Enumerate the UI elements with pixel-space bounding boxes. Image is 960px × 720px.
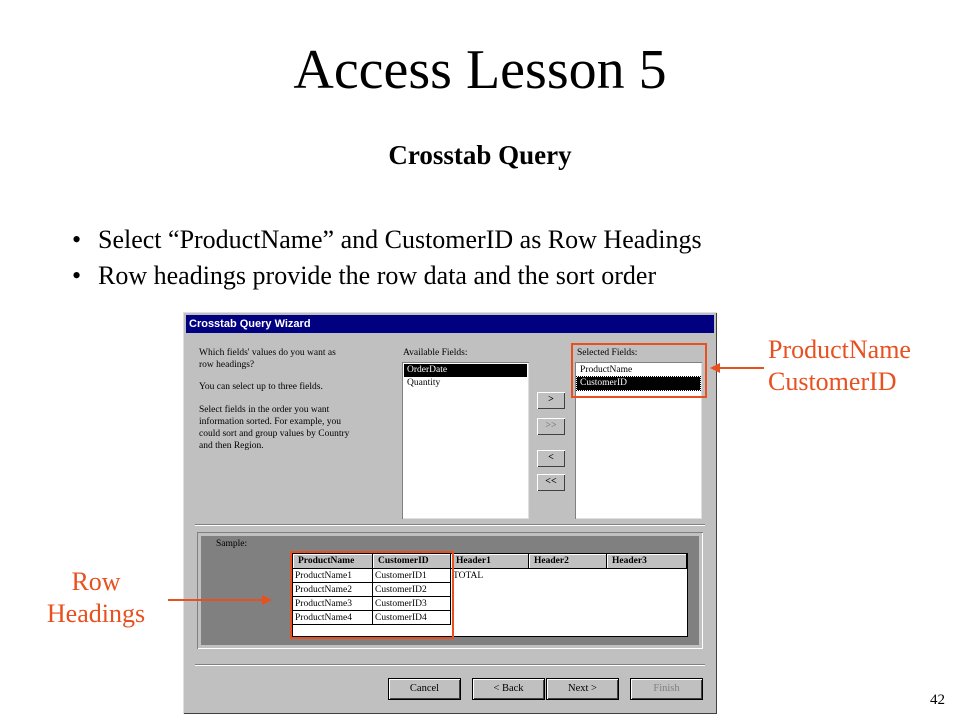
bullet-item: • Select “ProductName” and CustomerID as Row Headings [70,222,702,258]
instruction-text: could sort and group values by Country [199,429,350,439]
list-item[interactable]: OrderDate [404,364,527,377]
callout-text: Row [71,567,121,596]
back-button[interactable]: < Back [473,679,544,699]
grid-header: Header1 [451,554,529,569]
arrow-row-headings-icon [168,595,272,605]
callout-text: ProductName [768,335,911,364]
list-item[interactable]: ProductName [580,365,633,375]
list-item[interactable]: CustomerID [577,377,700,390]
grid-header: CustomerID [373,554,451,569]
grid-cell: ProductName3 [293,597,373,611]
selected-fields-label: Selected Fields: [577,348,638,358]
instruction-text: information sorted. For example, you [199,417,341,427]
grid-cell: CustomerID4 [373,611,451,625]
next-button[interactable]: Next > [547,679,618,699]
sample-label: Sample: [216,539,248,549]
remove-all-fields-button[interactable]: << [537,474,565,491]
add-all-fields-button[interactable]: >> [537,418,565,435]
cancel-button[interactable]: Cancel [389,679,460,699]
grid-header: Header2 [529,554,607,569]
slide-subtitle: Crosstab Query [388,140,572,170]
grid-header: ProductName [293,554,373,569]
remove-field-button[interactable]: < [537,450,565,467]
grid-cell: CustomerID3 [373,597,451,611]
add-field-button[interactable]: > [537,392,565,409]
grid-cell: ProductName4 [293,611,373,625]
instruction-text: Select fields in the order you want [199,405,330,415]
available-fields-label: Available Fields: [403,348,468,358]
callout-text: Headings [46,599,146,628]
arrow-selected-fields-icon [710,363,764,373]
callout-text: CustomerID [768,367,897,396]
page-number: 42 [930,692,945,708]
bullet-item: • Row headings provide the row data and the sort order [70,258,702,294]
list-item[interactable]: Quantity [407,378,441,388]
slide-title: Access Lesson 5 [293,39,667,101]
grid-cell: CustomerID2 [373,583,451,597]
grid-cell: ProductName2 [293,583,373,597]
dialog-titlebar: Crosstab Query Wizard [186,315,714,333]
instruction-text: Which fields' values do you want as [199,348,336,358]
instruction-text: You can select up to three fields. [199,382,323,392]
grid-header: Header3 [607,554,687,569]
instruction-text: and then Region. [199,441,264,451]
grid-cell: CustomerID1 [373,569,451,583]
grid-cell: TOTAL [453,571,484,581]
grid-cell: ProductName1 [293,569,373,583]
finish-button[interactable]: Finish [631,679,702,699]
instruction-text: row headings? [199,360,255,370]
